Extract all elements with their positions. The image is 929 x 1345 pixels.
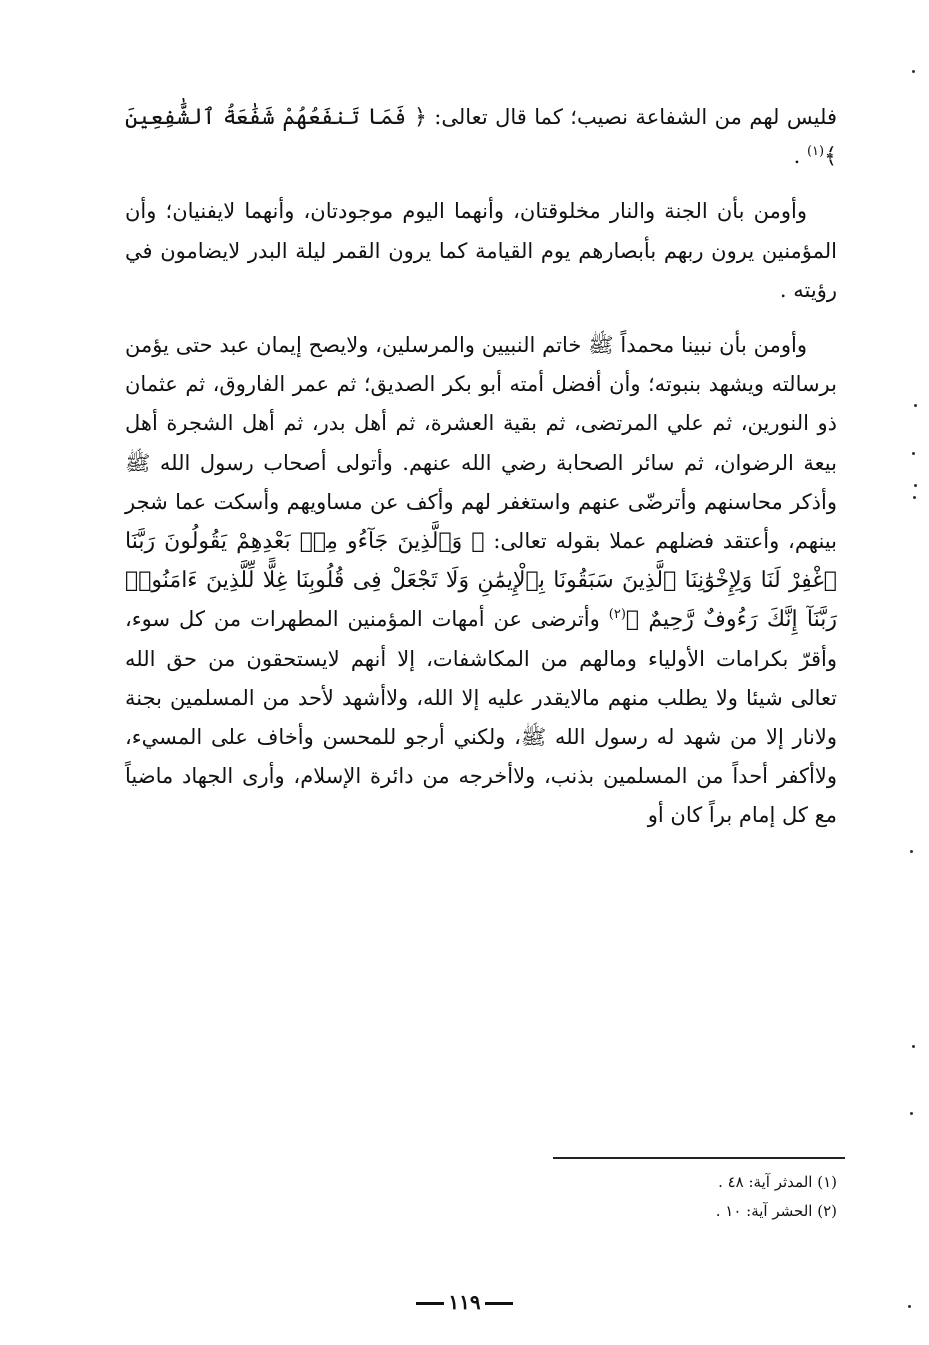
page-number <box>0 1290 929 1314</box>
paragraph-3 <box>125 326 837 836</box>
scan-speck <box>914 404 917 407</box>
page-number-dash-right <box>485 1302 513 1305</box>
quran-verse: ﴿ فَمَا تَنفَعُهُمْ شَفَٰعَةُ ٱلشَّٰفِعِينَ ﴾ <box>125 105 837 170</box>
paragraph-1 <box>125 98 837 176</box>
footnote-reference: (٢) <box>608 607 626 623</box>
paragraph-text: وأترضى عن أمهات المؤمنين المطهرات من كل سوء، وأقرّ بكرامات الأولياء ومالهم من المكاشفات، إلا أنهم لايستحقون من حق الله تعالى شيئا ولا يطلب منهم مالايقدر عليه إلا الله، ولاأشهد لأحد من المسلمين بجنة ولانار إلا من شهد له رسول الله ﷺ، ولكني أرجو للمحسن وأخاف على المسيء، ولاأكفر أحداً من المسلمين بذنب، ولاأخرجه من دائرة الإسلام، وأرى الجهاد ماضياً مع كل إمام براً كان أو <box>125 607 837 828</box>
page-number-dash-left <box>416 1302 444 1305</box>
paragraph-text: . <box>793 144 807 169</box>
scan-speck <box>912 1045 915 1048</box>
paragraph-text: وأومن بأن الجنة والنار مخلوقتان، وأنهما اليوم موجودتان، وأنهما لايفنيان؛ وأن المؤمنين يرون ربهم بأبصارهم يوم القيامة كما يرون القمر ليلة البدر لايضامون في رؤيته . <box>125 199 837 302</box>
scan-speck <box>912 70 915 73</box>
paragraph-2 <box>125 192 837 310</box>
footnote-reference: (١) <box>806 144 825 160</box>
main-text <box>125 98 837 852</box>
scan-speck <box>910 1112 913 1115</box>
scan-speck <box>908 1305 911 1308</box>
paragraph-text: فليس لهم من الشفاعة نصيب؛ كما قال تعالى: <box>426 105 837 129</box>
footnote-separator <box>553 1157 845 1159</box>
scan-speck <box>914 484 917 487</box>
scan-speck <box>912 452 915 455</box>
page-number-value: ١١٩ <box>448 1290 481 1314</box>
footnote-1: (١) المدثر آية: ٤٨ . <box>718 1173 837 1191</box>
quran-verse: ﴿ وَٱلَّذِينَ جَآءُو مِنۢ بَعْدِهِمْ يَقُولُونَ رَبَّنَا ٱغْفِرْ لَنَا وَلِإِخْوَٰنِنَا ٱلَّذِينَ سَبَقُونَا بِٱلْإِيمَٰنِ وَلَا تَجْعَلْ فِى قُلُوبِنَا غِلًّا لِّلَّذِينَ ءَامَنُوا۟ رَبَّنَآ إِنَّكَ رَءُوفٌ رَّحِيمٌ ﴾ <box>125 529 837 633</box>
footnote-2: (٢) الحشر آية: ١٠ . <box>715 1202 837 1220</box>
scan-speck <box>913 496 916 499</box>
paragraph-text: وأومن بأن نبينا محمداً ﷺ خاتم النبيين والمرسلين، ولايصح إيمان عبد حتى يؤمن برسالته ويشهد بنبوته؛ وأن أفضل أمته أبو بكر الصديق؛ ثم عمر الفاروق، ثم عثمان ذو النورين، ثم علي المرتضى، ثم بقية العشرة، ثم أهل بدر، ثم أهل الشجرة أهل بيعة الرضوان، ثم سائر الصحابة رضي الله عنهم. وأتولى أصحاب رسول الله ﷺ وأذكر محاسنهم وأترضّى عنهم واستغفر لهم وأكف عن مساويهم وأسكت عما شجر بينهم، وأعتقد فضلهم عملا بقوله تعالى: <box>125 333 837 554</box>
footnotes <box>477 1168 837 1226</box>
scan-speck <box>910 850 913 853</box>
